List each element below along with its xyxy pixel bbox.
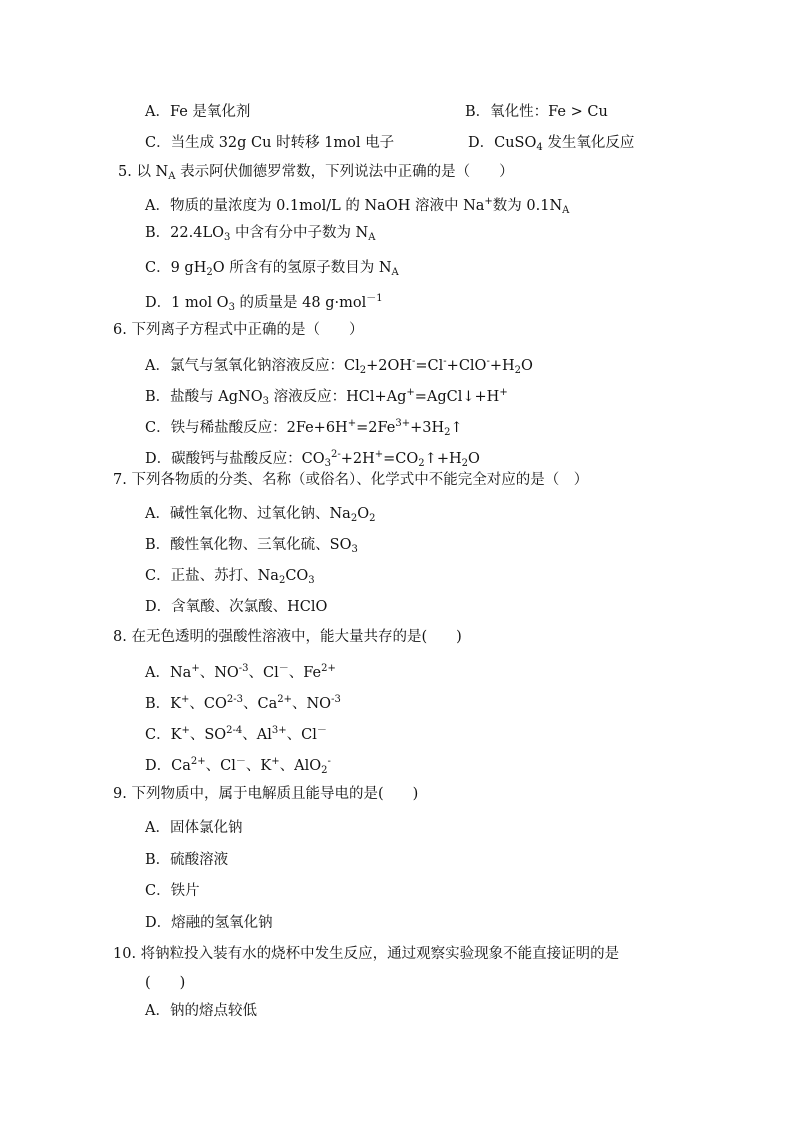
q6-option-b: B．盐酸与 AgNO$_3$ 溶液反应：HCl+Ag+=AgCl↓+H+ — [145, 387, 508, 407]
question-7-stem: 7. 下列各物质的分类、名称（或俗名）、化学式中不能完全对应的是（ ） — [113, 472, 589, 488]
q9-option-a: A．固体氯化钠 — [145, 820, 243, 836]
q6-option-d: D．碳酸钙与盐酸反应：$CO_3^{2-}+2H^+=CO_2↑+H_2O$ — [145, 449, 480, 469]
question-6-stem: 6. 下列离子方程式中正确的是（ ） — [113, 322, 364, 338]
q5-option-b: B．$22.4LO_3$ 中含有分中子数为 $N_A$ — [145, 225, 376, 243]
option-a: A．Fe 是氧化剂 — [145, 104, 251, 120]
q8-option-d: D．$Ca^{2+}$、Cl－、K+、AlO$_2$- — [145, 756, 331, 776]
q8-option-b: B．K+、CO$^{2-3}$、$Ca^{2+}$、$NO^{-3}$ — [145, 694, 341, 712]
q7-option-c: C．正盐、苏打、$Na_2CO_3$ — [145, 568, 315, 586]
option-d: D．CuSO$_4$ 发生氧化反应 — [468, 135, 635, 153]
question-10-answer-blank: ( ) — [145, 975, 186, 991]
q8-option-c: C．K+、SO$^{2-4}$、$Al^{3+}$、Cl－ — [145, 725, 327, 743]
q9-option-d: D．熔融的氢氧化钠 — [145, 915, 273, 931]
q9-option-c: C．铁片 — [145, 883, 200, 899]
q7-option-a: A．碱性氧化物、过氧化钠、$Na_2O_2$ — [145, 506, 376, 524]
option-c: C．当生成 32g Cu 时转移 1mol 电子 — [145, 135, 395, 151]
question-10-stem: 10. 将钠粒投入装有水的烧杯中发生反应，通过观察实验现象不能直接证明的是 — [113, 946, 620, 962]
question-5-stem: 5. 以 $N_A$ 表示阿伏伽德罗常数，下列说法中正确的是（ ） — [118, 164, 514, 182]
q7-option-d: D．含氧酸、次氯酸、HClO — [145, 599, 328, 615]
option-b: B．氧化性：Fe > Cu — [465, 104, 608, 120]
q5-option-a: A．物质的量浓度为 0.1mol/L 的 NaOH 溶液中 Na+数为 $0.1N_A$ — [145, 196, 570, 216]
q5-option-d: D．1 mol $O_3$ 的质量是 48 g·mol$^{-1}$ — [145, 293, 383, 313]
q5-option-c: C．9 $gH_2O$ 所含有的氢原子数目为 $N_A$ — [145, 260, 399, 278]
q9-option-b: B．硫酸溶液 — [145, 852, 229, 868]
q6-option-a: A．氯气与氢氧化钠溶液反应：$Cl_2+2OH^-=Cl^-+ClO^-+H_2O$ — [145, 356, 533, 376]
question-8-stem: 8. 在无色透明的强酸性溶液中，能大量共存的是( ) — [113, 629, 462, 645]
question-9-stem: 9. 下列物质中，属于电解质且能导电的是( ) — [113, 786, 419, 802]
q8-option-a: A．Na+、$NO^{-3}$、Cl－、$Fe^{2+}$ — [145, 663, 336, 681]
q7-option-b: B．酸性氧化物、三氧化硫、$SO_3$ — [145, 537, 358, 555]
q6-option-c: C．铁与稀盐酸反应：$2Fe+6H^+=2Fe^{3+}+3H_2↑$ — [145, 418, 463, 438]
q10-option-a: A．钠的熔点较低 — [145, 1003, 257, 1019]
